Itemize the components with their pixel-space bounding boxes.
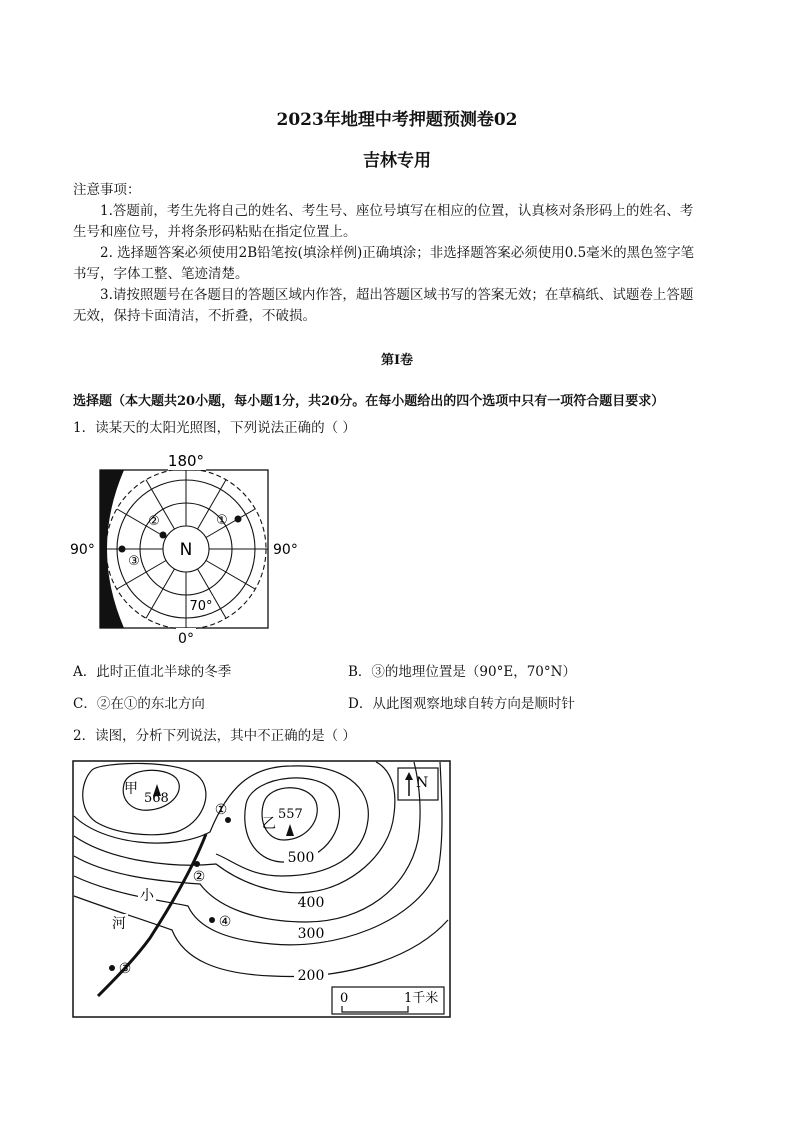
peak-yi-name: 乙 bbox=[262, 816, 276, 832]
notice-item-3-line-1: 3.请按照题号在各题目的答题区域内作答，超出答题区域书写的答案无效；在草稿纸、试题卷上答题 bbox=[100, 287, 694, 303]
point-1-dot bbox=[235, 516, 242, 523]
peak-yi-icon bbox=[286, 824, 294, 836]
north-pole-label: N bbox=[179, 540, 193, 560]
question-1-option-d[interactable]: D．从此图观察地球自转方向是顺时针 bbox=[348, 696, 575, 712]
latitude-70-label: 70° bbox=[189, 599, 213, 614]
river-label-1: 小 bbox=[140, 888, 154, 904]
north-arrow-icon bbox=[405, 772, 413, 780]
section-instruction-text: 选择题（本大题共20小题，每小题1分，共20分。在每小题给出的四个选项中只有一项符合题目要求） bbox=[73, 394, 665, 409]
contour-map bbox=[72, 760, 452, 1020]
question-1-option-a[interactable]: A．此时正值北半球的冬季 bbox=[73, 664, 232, 680]
contour-500 bbox=[74, 766, 368, 876]
contour-300-label: 300 bbox=[297, 926, 325, 942]
label-90-right: 90° bbox=[273, 542, 298, 558]
scale-start: 0 bbox=[340, 991, 349, 1006]
section-label: 第Ⅰ卷 bbox=[380, 353, 414, 368]
sunlight-diagram bbox=[68, 450, 308, 650]
point-1-label: ① bbox=[216, 513, 228, 528]
notice-item-1-line-1: 1.答题前，考生先将自己的姓名、考生号、座位号填写在相应的位置，认真核对条形码上的姓名、考 bbox=[100, 203, 694, 219]
page-subtitle: 吉林专用 bbox=[363, 151, 431, 171]
notice-item-3-line-2: 无效，保持卡面清洁，不折叠，不破损。 bbox=[73, 308, 316, 324]
notice-item-1-line-2: 生号和座位号，并将条形码粘贴在指定位置上。 bbox=[73, 224, 357, 240]
page-title: 2023年地理中考押题预测卷02 bbox=[276, 110, 518, 130]
notice-item-2-line-2: 书写，字体工整、笔迹清楚。 bbox=[73, 266, 249, 282]
question-1-option-b[interactable]: B．③的地理位置是（90°E，70°N） bbox=[348, 664, 576, 680]
peak-jia-elevation: 568 bbox=[144, 791, 169, 806]
peak-yi-elevation: 557 bbox=[278, 807, 303, 822]
q2-point-1-label: ① bbox=[214, 802, 228, 818]
contour-200-label: 200 bbox=[297, 968, 325, 984]
point-2-dot bbox=[160, 532, 167, 539]
label-0: 0° bbox=[178, 631, 194, 647]
contour-map-frame bbox=[73, 761, 450, 1017]
contour-4 bbox=[74, 762, 395, 893]
section-instruction bbox=[73, 391, 664, 412]
river-label-2: 河 bbox=[112, 916, 126, 932]
north-label: N bbox=[416, 775, 429, 791]
question-1-stem: 1．读某天的太阳光照图，下列说法正确的（ ） bbox=[73, 420, 356, 436]
contour-500-label: 500 bbox=[287, 850, 315, 866]
notice-heading: 注意事项： bbox=[73, 182, 141, 198]
q2-point-2-dot bbox=[194, 861, 200, 867]
scale-end: 1千米 bbox=[404, 991, 439, 1006]
q2-point-4-label: ④ bbox=[218, 914, 232, 930]
notice-item-2-line-1: 2. 选择题答案必须使用2B铅笔按(填涂样例)正确填涂；非选择题答案必须使用0.5毫米的黑色签字笔 bbox=[100, 245, 695, 261]
label-180: 180° bbox=[167, 452, 205, 470]
q2-point-4-dot bbox=[209, 917, 215, 923]
peak-jia-name: 甲 bbox=[124, 781, 138, 797]
point-2-label: ② bbox=[148, 514, 160, 529]
q2-point-2-label: ② bbox=[192, 869, 206, 885]
question-1-option-c[interactable]: C．②在①的东北方向 bbox=[73, 696, 205, 712]
contour-400-label: 400 bbox=[297, 895, 325, 911]
q2-point-3-label: ③ bbox=[118, 961, 132, 977]
point-3-label: ③ bbox=[128, 554, 140, 569]
point-3-dot bbox=[119, 546, 126, 553]
q2-point-3-dot bbox=[109, 965, 115, 971]
question-2-stem: 2．读图，分析下列说法，其中不正确的是（ ） bbox=[73, 728, 356, 744]
label-90-left: 90° bbox=[70, 542, 95, 558]
